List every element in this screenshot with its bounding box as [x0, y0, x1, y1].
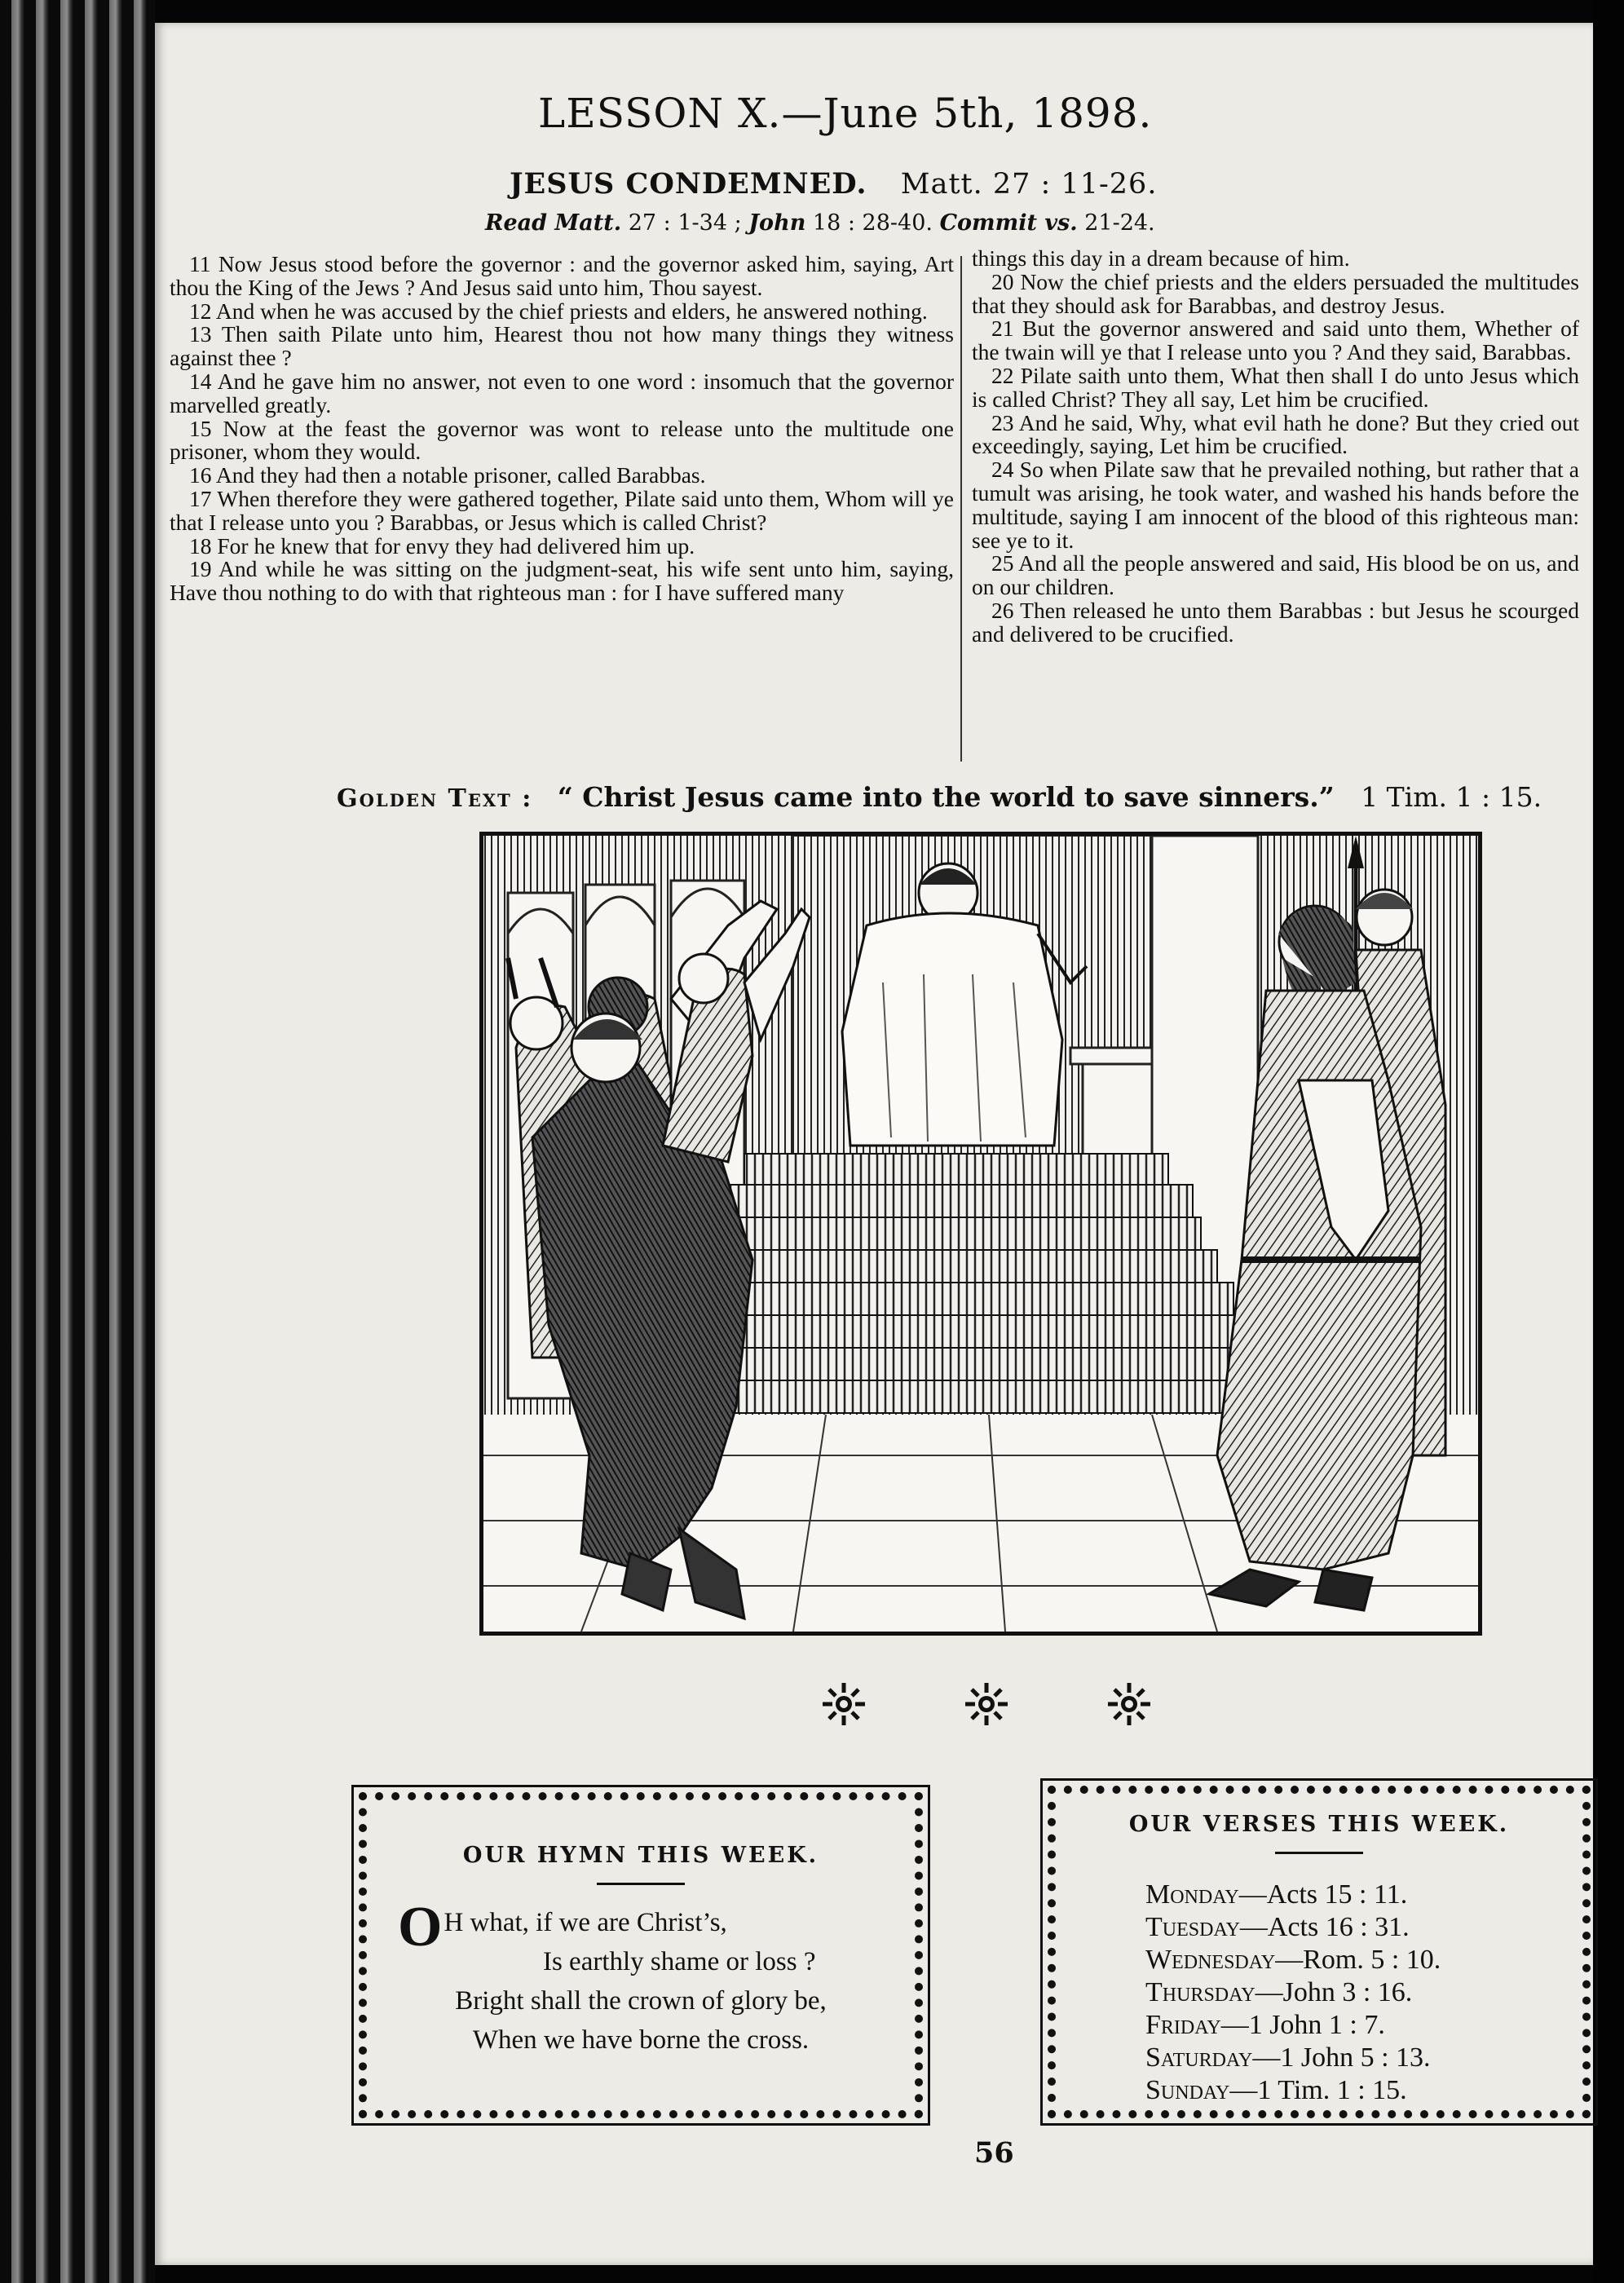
ornament-row	[815, 1676, 1158, 1733]
verses-heading: OUR VERSES THIS WEEK.	[1128, 1812, 1510, 1837]
engraving-image	[483, 836, 1478, 1632]
verses-list	[1145, 1879, 1582, 2107]
verse-item-friday: Friday—1 John 1 : 7.	[1145, 2010, 1385, 2040]
golden-text	[337, 781, 1560, 813]
lesson-scripture-ref: Matt. 27 : 11-26.	[900, 168, 1158, 201]
john-label: John	[748, 210, 806, 236]
golden-text-label: Golden Text :	[337, 784, 533, 813]
verse-22: 22 Pilate saith unto them, What then shall I do unto Jesus which is called Christ? They all say, Let him be crucified.	[972, 362, 1579, 412]
verse-16: 16 And they had then a notable prisoner, called Barabbas.	[189, 462, 706, 488]
golden-text-quote: “ Christ Jesus came into the world to save sinners.”	[557, 781, 1335, 813]
hymn-line-2: Is earthly shame or loss ?	[542, 1947, 816, 1976]
verse-11: 11 Now Jesus stood before the governor : and the governor asked him, saying, Art thou the King of the Jews ? And Jesus said unto him, Thou sayest.	[170, 251, 954, 300]
verse-25: 25 And all the people answered and said, His blood be on us, and on our children.	[972, 550, 1579, 600]
asterisk-flower-icon	[1108, 1683, 1150, 1725]
page-edge-shadow	[1593, 0, 1624, 2283]
hymn-heading: OUR HYMN THIS WEEK.	[462, 1843, 819, 1868]
verse-24: 24 So when Pilate saw that he prevailed nothing, but rather that a tumult was arising, he took water, and washed his hands before the multitude, saying I am innocent of the blood of this righteous man: see ye to it.	[972, 457, 1579, 553]
lesson-subtitle	[510, 167, 1325, 201]
scripture-column-left	[170, 253, 954, 605]
asterisk-flower-icon	[823, 1683, 865, 1725]
read-label: Read Matt.	[485, 210, 622, 236]
verse-item-saturday: Saturday—1 John 5 : 13.	[1145, 2042, 1431, 2073]
verse-17: 17 When therefore they were gathered together, Pilate said unto them, Whom will ye that I release unto you ? Barabbas, or Jesus which is called Christ?	[170, 485, 954, 535]
verse-item-sunday: Sunday—1 Tim. 1 : 15.	[1145, 2075, 1407, 2105]
verses-heading-rule	[1275, 1852, 1363, 1854]
column-divider	[960, 256, 962, 762]
hymn-heading-rule	[597, 1883, 685, 1885]
lesson-heading: JESUS CONDEMNED.	[510, 167, 867, 201]
page-number: 56	[974, 2136, 1014, 2170]
pilate-judgment-illustration	[479, 832, 1482, 1636]
verse-26: 26 Then released he unto them Barabbas : but Jesus he scourged and delivered to be crucified.	[972, 597, 1579, 647]
verse-21: 21 But the governor answered and said unto them, Whether of the twain will ye that I release unto you ? And they said, Barabbas.	[972, 316, 1579, 365]
verse-14: 14 And he gave him no answer, not even to one word : insomuch that the governor marvelled greatly.	[170, 368, 954, 417]
verse-20: 20 Now the chief priests and the elders persuaded the multitudes that they should ask for Barabbas, and destroy Jesus.	[972, 268, 1579, 318]
verse-item-wednesday: Wednesday—Rom. 5 : 10.	[1145, 1945, 1441, 1975]
reading-assignment	[485, 210, 1341, 236]
verses-box	[1048, 1786, 1591, 2118]
john-ref: 18 : 28-40.	[812, 210, 933, 236]
verse-23: 23 And he said, Why, what evil hath he done? But they cried out exceedingly, saying, Let him be crucified.	[972, 409, 1579, 459]
verse-19: 19 And while he was sitting on the judgment-seat, his wife sent unto him, saying, Have thou nothing to do with that righteous man : for I have suffered many	[170, 556, 954, 606]
hymn-line-1: H what, if we are Christ’s,	[444, 1908, 727, 1937]
verse-12: 12 And when he was accused by the chief priests and elders, he answered nothing.	[189, 298, 928, 324]
hymn-verse	[367, 1896, 915, 2060]
hymn-line-4: When we have borne the cross.	[472, 2025, 810, 2055]
hymn-box	[359, 1792, 923, 2118]
verse-13: 13 Then saith Pilate unto him, Hearest thou not how many things they witness against thee ?	[170, 321, 954, 371]
asterisk-flower-icon	[965, 1683, 1008, 1725]
hymn-dropcap: O	[398, 1896, 443, 1958]
lesson-title: LESSON X.—June 5th, 1898.	[538, 90, 1153, 137]
scripture-column-right	[972, 247, 1579, 647]
hymn-line-3: Bright shall the crown of glory be,	[455, 1986, 827, 2016]
verse-item-tuesday: Tuesday—Acts 16 : 31.	[1145, 1912, 1410, 1942]
verse-15: 15 Now at the feast the governor was wont to release unto the multitude one prisoner, whom they would.	[170, 415, 954, 465]
commit-ref: 21-24.	[1084, 210, 1155, 236]
verse-item-monday: Monday—Acts 15 : 11.	[1145, 1879, 1408, 1910]
book-binding	[0, 0, 155, 2283]
golden-text-ref: 1 Tim. 1 : 15.	[1361, 781, 1542, 813]
read-ref: 27 : 1-34 ;	[628, 210, 742, 236]
verse-18: 18 For he knew that for envy they had delivered him up.	[189, 532, 695, 559]
verse-item-thursday: Thursday—John 3 : 16.	[1145, 1977, 1413, 2007]
verse-19-continued: things this day in a dream because of him.	[972, 245, 1350, 271]
commit-label: Commit vs.	[939, 210, 1078, 236]
